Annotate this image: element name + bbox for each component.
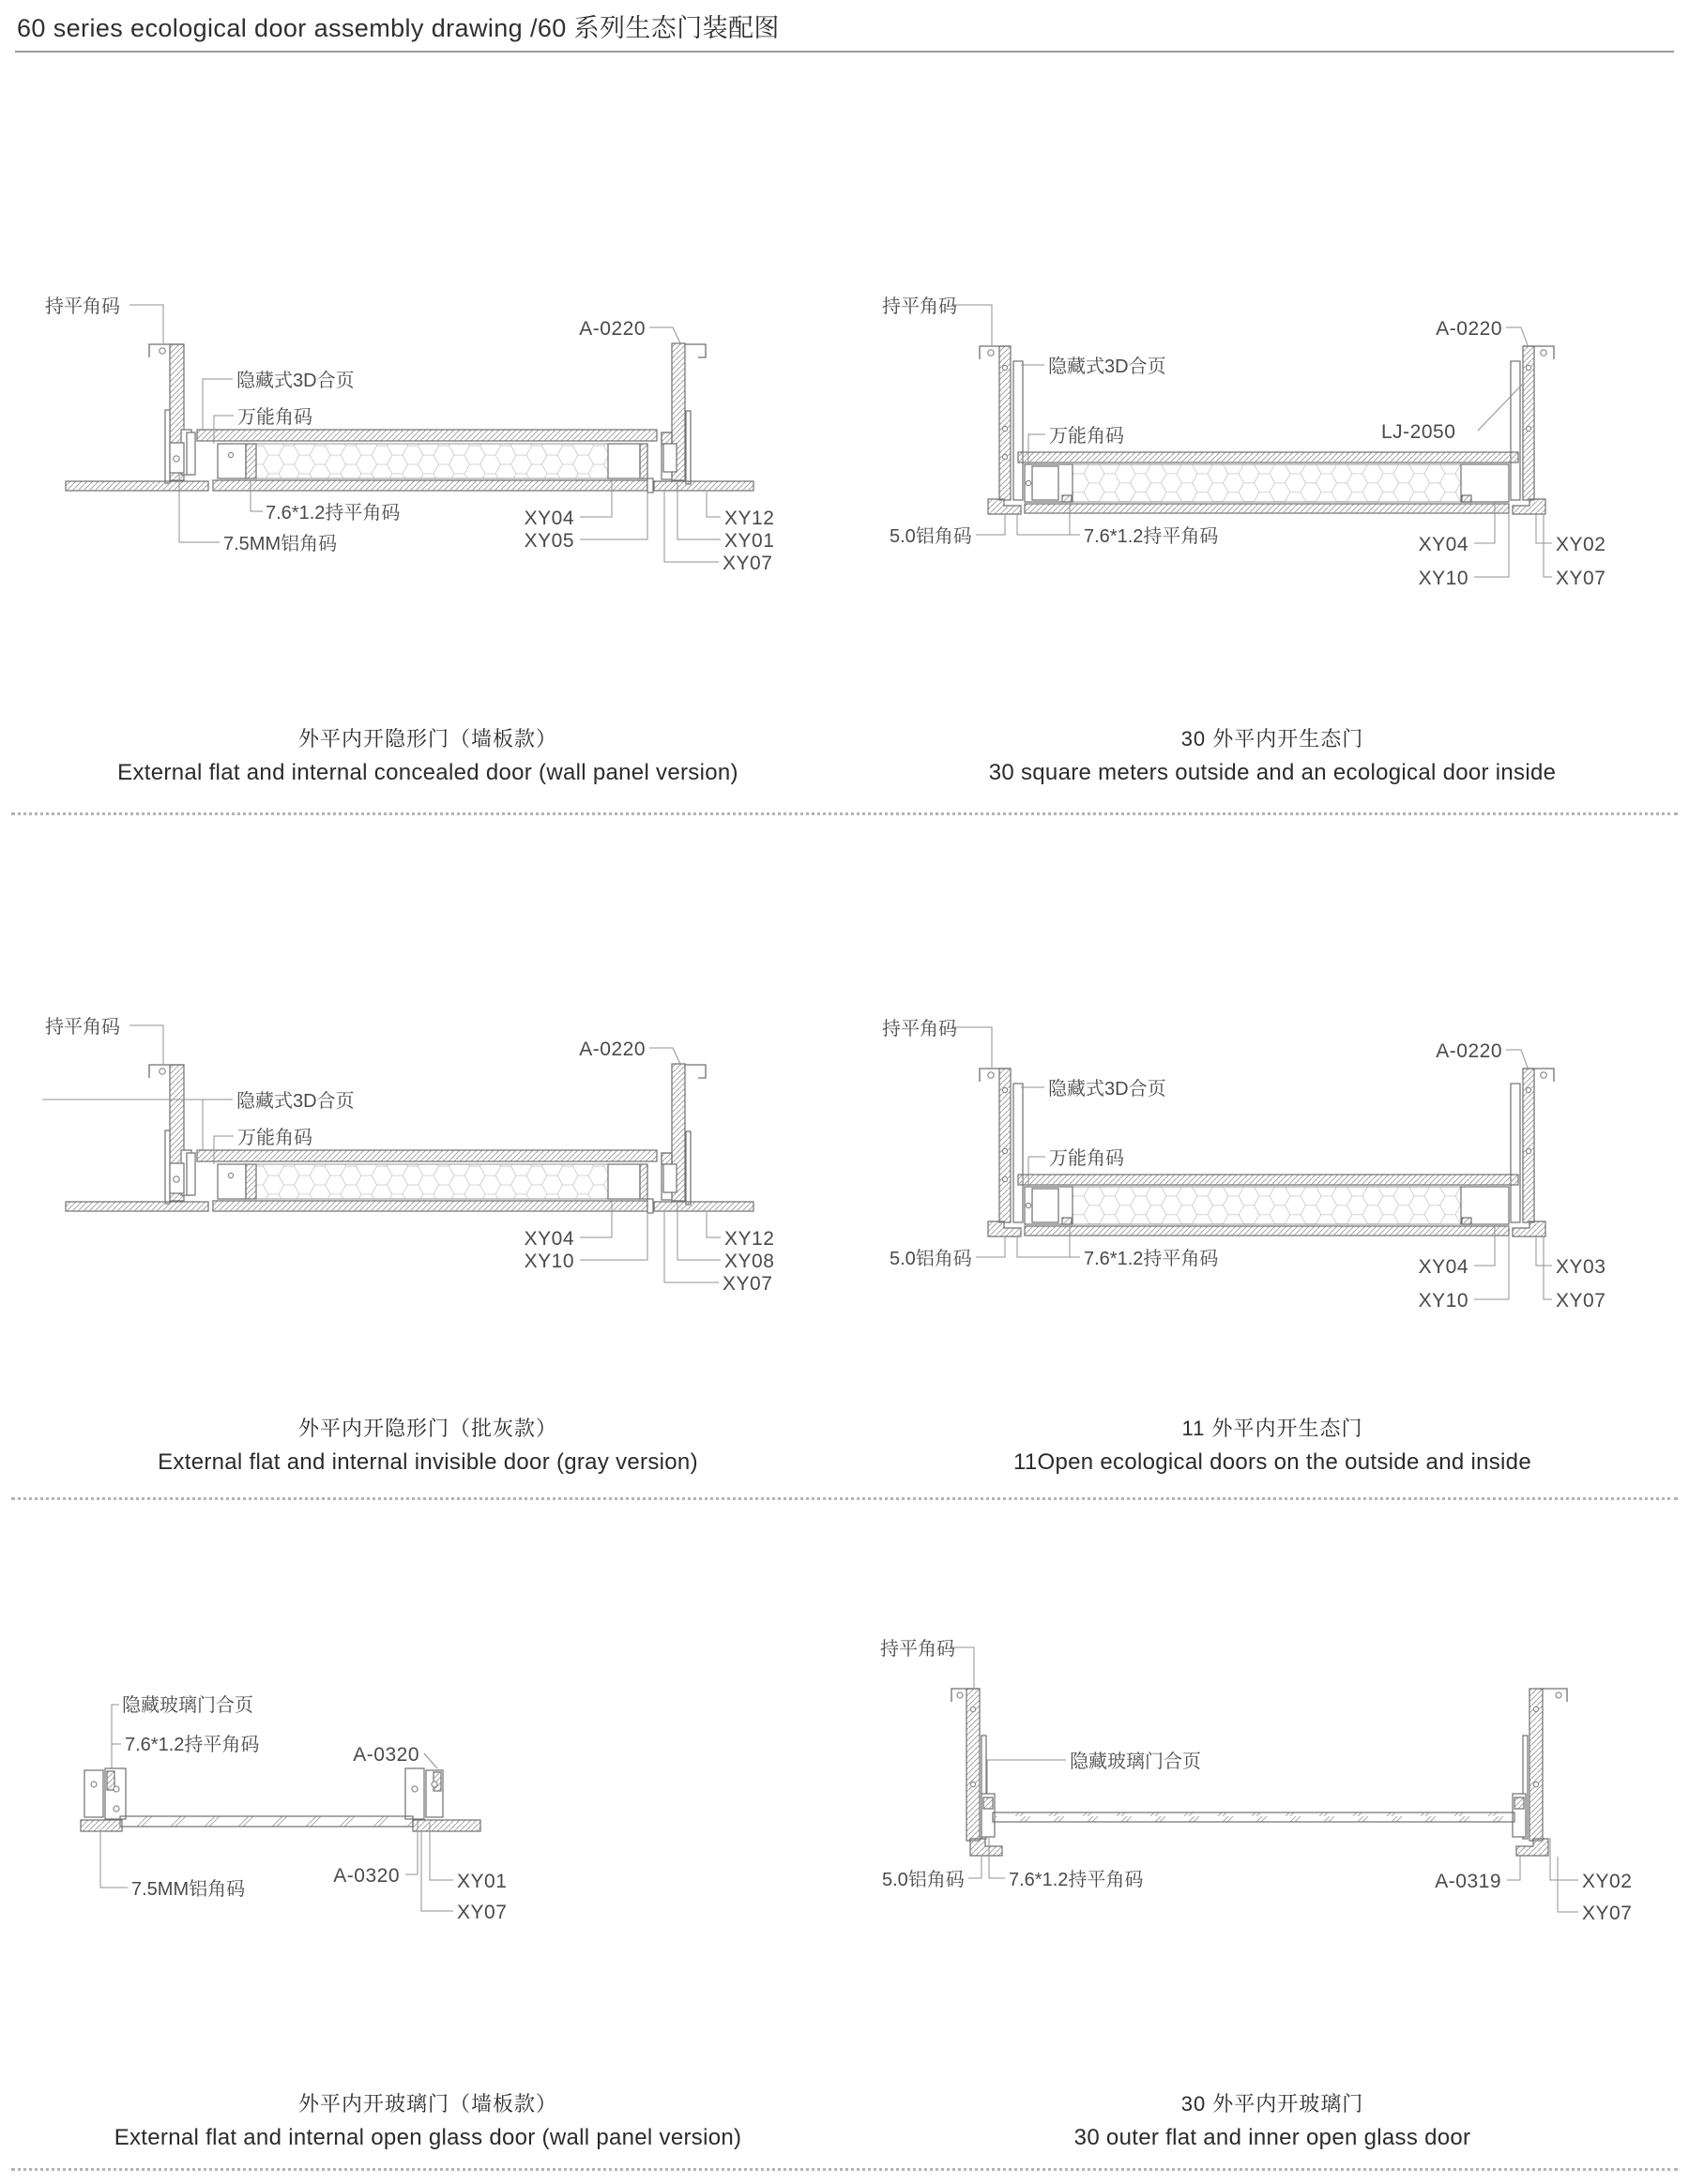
- label-xy10: XY10: [1418, 568, 1468, 589]
- leader-line: [1558, 1857, 1578, 1912]
- leader-line: [989, 1838, 1005, 1878]
- leader-line: [968, 1857, 981, 1878]
- left-jamb: [951, 1689, 1002, 1856]
- label-alu-50: 5.0铝角码: [890, 1249, 972, 1269]
- label-level-bracket: 持平角码: [45, 296, 120, 317]
- label-xy07: XY07: [457, 1902, 508, 1923]
- diagram-2: [882, 296, 1605, 589]
- leader-line: [1507, 1855, 1520, 1880]
- label-xy08: XY08: [724, 1251, 775, 1272]
- leader-line: [1474, 514, 1509, 577]
- leader-line: [664, 492, 719, 562]
- label-xy04: XY04: [524, 508, 574, 529]
- leader-line: [976, 515, 1005, 535]
- label-universal-bracket: 万能角码: [1049, 426, 1124, 447]
- leader-line: [112, 1705, 119, 1769]
- door-section: [66, 1064, 753, 1213]
- caption-en: 30 square meters outside and an ecological door inside: [988, 760, 1557, 785]
- label-xy04: XY04: [524, 1228, 574, 1250]
- caption-diagram-6: [1074, 2088, 1471, 2151]
- caption-diagram-3: [158, 1413, 698, 1476]
- label-lj-code: LJ-2050: [1381, 421, 1456, 443]
- caption-diagram-1: [117, 723, 738, 786]
- leader-line: [707, 1212, 721, 1237]
- label-hinge: 隐藏式3D合页: [1048, 356, 1166, 377]
- caption-en: 11Open ecological doors on the outside and inside: [1013, 1449, 1531, 1475]
- label-profile-code: A-0220: [1436, 318, 1502, 340]
- leader-line: [129, 305, 163, 343]
- label-universal-bracket: 万能角码: [1049, 1148, 1124, 1169]
- wall-panel-left: [81, 1820, 122, 1831]
- label-xy01: XY01: [724, 530, 775, 552]
- glass-panel: [120, 1816, 413, 1827]
- caption-diagram-2: [989, 723, 1557, 786]
- leader-line: [203, 379, 233, 431]
- label-level-bracket: 持平角码: [880, 1639, 955, 1660]
- label-profile-code: A-0220: [579, 1039, 646, 1060]
- left-glass-bracket: [84, 1768, 126, 1819]
- leader-line: [1544, 515, 1552, 577]
- leader-line: [649, 327, 680, 343]
- label-xy07: XY07: [723, 1273, 773, 1295]
- section-divider: [11, 2168, 1678, 2171]
- label-level-bracket: 持平角码: [882, 1019, 957, 1039]
- caption-en: 30 outer flat and inner open glass door: [1073, 2125, 1471, 2150]
- caption-en: External flat and internal invisible door (gray version): [158, 1449, 698, 1475]
- label-hinge: 隐藏式3D合页: [1048, 1079, 1166, 1100]
- label-xy12: XY12: [724, 508, 775, 529]
- caption-zh: 30 外平内开玻璃门: [1180, 2092, 1364, 2116]
- leader-line: [1506, 1050, 1528, 1068]
- label-xy05: XY05: [524, 530, 574, 552]
- label-xy02: XY02: [1582, 1871, 1633, 1892]
- floor-angle: [1516, 1839, 1548, 1856]
- label-xy03: XY03: [1556, 1256, 1606, 1278]
- leader-line: [421, 1830, 453, 1911]
- floor-angle: [970, 1839, 1002, 1856]
- leader-line: [976, 1237, 1005, 1257]
- label-profile-code-top: A-0320: [353, 1744, 419, 1766]
- leader-line: [1506, 327, 1528, 345]
- door-section: [66, 343, 753, 493]
- caption-en: External flat and internal open glass door (wall panel version): [114, 2125, 742, 2150]
- label-xy10: XY10: [1418, 1290, 1468, 1312]
- section-divider: [11, 1497, 1678, 1500]
- label-xy07: XY07: [1556, 568, 1606, 589]
- leader-line: [129, 1025, 163, 1064]
- label-xy12: XY12: [724, 1228, 775, 1250]
- label-level-bracket: 持平角码: [45, 1017, 120, 1038]
- leader-line: [100, 1832, 128, 1888]
- label-level-7612: 7.6*1.2持平角码: [125, 1735, 260, 1755]
- label-hinge: 隐藏式3D合页: [236, 1091, 355, 1112]
- label-level-bracket: 持平角码: [882, 296, 957, 317]
- label-xy04: XY04: [1418, 534, 1468, 555]
- leader-line: [1550, 1838, 1578, 1880]
- leader-line: [1017, 1237, 1080, 1257]
- label-alu-50: 5.0铝角码: [882, 1870, 965, 1890]
- label-alu-50: 5.0铝角码: [890, 526, 972, 547]
- leader-line: [707, 492, 721, 517]
- diagram-3: [42, 1016, 774, 1295]
- right-glass-bracket: [405, 1768, 443, 1819]
- section-divider: [11, 812, 1678, 815]
- label-profile-code: A-0220: [579, 318, 646, 340]
- leader-line: [1474, 1236, 1509, 1299]
- leader-line: [1017, 515, 1080, 535]
- caption-zh: 外平内开隐形门（墙板款）: [297, 727, 558, 751]
- caption-zh: 30 外平内开生态门: [1180, 727, 1364, 751]
- label-level-7612: 7.6*1.2持平角码: [266, 503, 401, 523]
- label-xy02: XY02: [1556, 534, 1606, 555]
- diagram-5: [81, 1694, 507, 1923]
- leader-line: [649, 1048, 680, 1064]
- label-xy04: XY04: [1418, 1256, 1468, 1278]
- caption-zh: 外平内开玻璃门（墙板款）: [297, 2092, 558, 2116]
- label-hinge: 隐藏式3D合页: [236, 371, 355, 391]
- label-glass-hinge: 隐藏玻璃门合页: [122, 1695, 253, 1716]
- caption-en: External flat and internal concealed door (wall panel version): [117, 760, 738, 785]
- caption-diagram-5: [114, 2088, 742, 2151]
- label-alu-75: 7.5MM铝角码: [131, 1879, 246, 1900]
- caption-zh: 11 外平内开生态门: [1181, 1417, 1363, 1440]
- caption-zh: 外平内开隐形门（批灰款）: [297, 1417, 557, 1440]
- leader-line: [951, 1027, 992, 1068]
- wall-panel-right: [413, 1820, 480, 1831]
- label-alu-75: 7.5MM铝角码: [223, 534, 338, 554]
- leader-line: [1544, 1237, 1552, 1299]
- leader-line: [664, 1212, 719, 1282]
- label-profile-code: A-0220: [1436, 1040, 1502, 1062]
- page-title: 60 series ecological door assembly drawing /60 系列生态门装配图: [17, 14, 780, 42]
- leader-line: [424, 1753, 437, 1768]
- label-xy01: XY01: [457, 1871, 508, 1892]
- label-universal-bracket: 万能角码: [237, 407, 312, 428]
- right-jamb: [1513, 1689, 1567, 1856]
- label-xy10: XY10: [524, 1251, 574, 1272]
- label-xy07: XY07: [1582, 1903, 1633, 1924]
- diagram-4: [882, 1018, 1605, 1312]
- glass-panel: [993, 1812, 1514, 1822]
- leader-line: [951, 305, 992, 345]
- label-level-7612: 7.6*1.2持平角码: [1084, 526, 1219, 547]
- label-level-7612: 7.6*1.2持平角码: [1084, 1249, 1219, 1269]
- diagram-6: [880, 1638, 1632, 1924]
- caption-diagram-4: [1013, 1413, 1531, 1476]
- label-xy07: XY07: [1556, 1290, 1606, 1312]
- label-level-7612: 7.6*1.2持平角码: [1009, 1870, 1144, 1890]
- label-xy07: XY07: [723, 553, 773, 574]
- label-universal-bracket: 万能角码: [237, 1128, 312, 1148]
- label-glass-hinge: 隐藏玻璃门合页: [1070, 1752, 1201, 1772]
- label-profile-code: A-0319: [1435, 1871, 1501, 1892]
- leader-line: [987, 1760, 1066, 1794]
- diagram-1: [45, 296, 774, 574]
- label-profile-code-bottom: A-0320: [333, 1865, 400, 1887]
